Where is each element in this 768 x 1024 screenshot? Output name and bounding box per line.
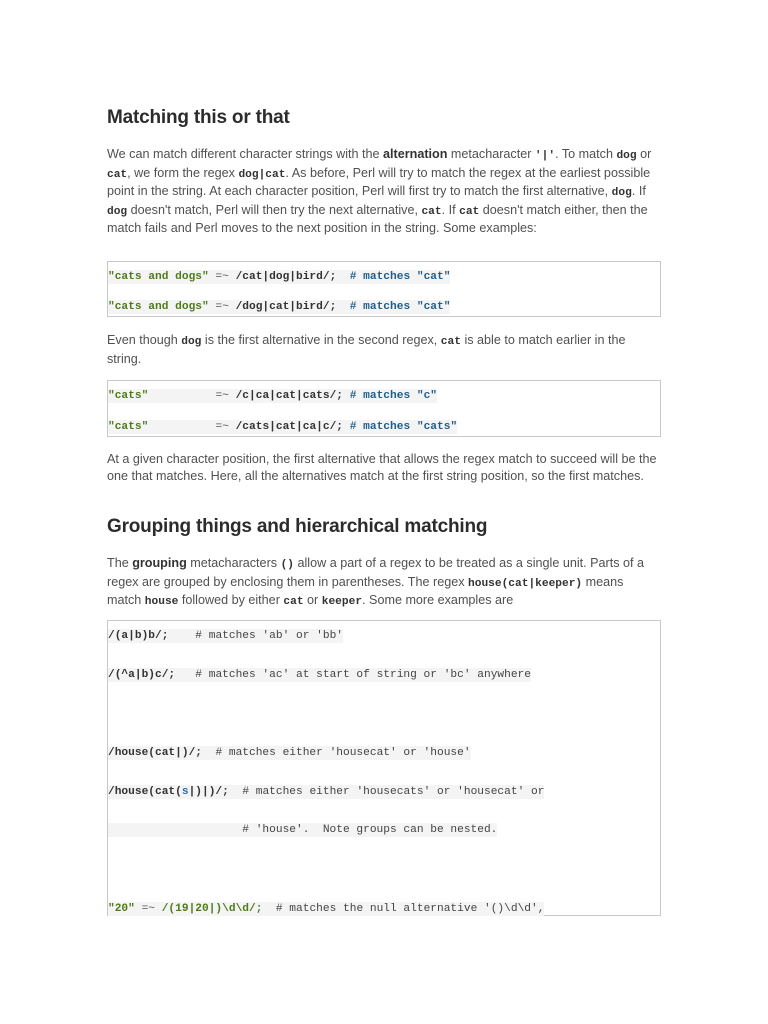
code-line: /(a|b)b/; # matches 'ab' or 'bb' (108, 630, 343, 642)
code-block-alternation-1 (107, 261, 661, 317)
code-line: /(^a|b)c/; # matches 'ac' at start of string or 'bc' anywhere (108, 669, 531, 681)
inline-code: dog (611, 187, 632, 200)
paragraph-first-alternative: At a given character position, the first alternative that allows the regex match to succeed will be the one that matches. Here, all the alternatives match at the first string position, so the first matches. (107, 452, 657, 483)
paragraph-alternation: We can match different character strings with the alternation metacharacter '|'. To match dog or cat, we form the regex dog|cat. As before, Perl will try to match the regex at the earliest possible point in the string. At each character position, Perl will first try to match the first alternative, dog. If dog doesn't match, Perl will then try the next alternative, cat. If cat doesn't match either, then the match fails and Perl moves to the next position in the string. Some examples: (107, 147, 652, 236)
code-line: /house(cat|)/; # matches either 'housecat' or 'house' (108, 747, 471, 759)
code-line: /house(cat(s|)|)/; # matches either 'housecats' or 'housecat' or (108, 786, 545, 798)
inline-code: cat (107, 168, 128, 181)
inline-code: house(cat|keeper) (468, 577, 583, 590)
inline-code: dog (181, 336, 202, 348)
inline-code: cat (459, 205, 480, 218)
term-alternation: alternation (383, 147, 448, 161)
code-line: "cats and dogs" =~ /cat|dog|bird/; # matches "cat" (108, 271, 451, 283)
inline-code: cat (440, 336, 461, 348)
inline-code: dog (616, 150, 637, 162)
inline-code: dog (107, 205, 128, 218)
section-heading-alternation: Matching this or that (107, 107, 290, 128)
code-line: # 'house'. Note groups can be nested. (108, 823, 497, 837)
code-block-alternation-2 (107, 380, 661, 437)
paragraph-grouping: The grouping metacharacters () allow a part of a regex to be treated as a single unit. Parts of a regex are grouped by enclosing them in parentheses. The regex house(cat|keeper) means match house followed by either cat or keeper. Some more examples are (107, 556, 645, 609)
code-line: "20" =~ /(19|20|)\d\d/; # matches the null alternative '()\d\d', (108, 903, 545, 915)
code-line: "cats and dogs" =~ /dog|cat|bird/; # matches "cat" (108, 301, 451, 313)
code-block-grouping (107, 620, 661, 916)
paragraph-even-though: Even though dog is the first alternative in the second regex, cat is able to match earlier in the string. (107, 333, 626, 366)
section-heading-grouping: Grouping things and hierarchical matching (107, 516, 488, 537)
inline-code: cat (421, 205, 442, 218)
inline-code: keeper (321, 596, 363, 609)
inline-code: house (144, 596, 179, 609)
inline-code: '|' (534, 150, 556, 162)
code-line: "cats" =~ /cats|cat|ca|c/; # matches "cats" (108, 421, 458, 433)
inline-code: cat (283, 596, 304, 609)
term-grouping: grouping (132, 556, 187, 570)
inline-code: () (280, 559, 294, 571)
code-line: "cats" =~ /c|ca|cat|cats/; # matches "c" (108, 390, 438, 402)
inline-code: dog|cat (238, 168, 286, 181)
